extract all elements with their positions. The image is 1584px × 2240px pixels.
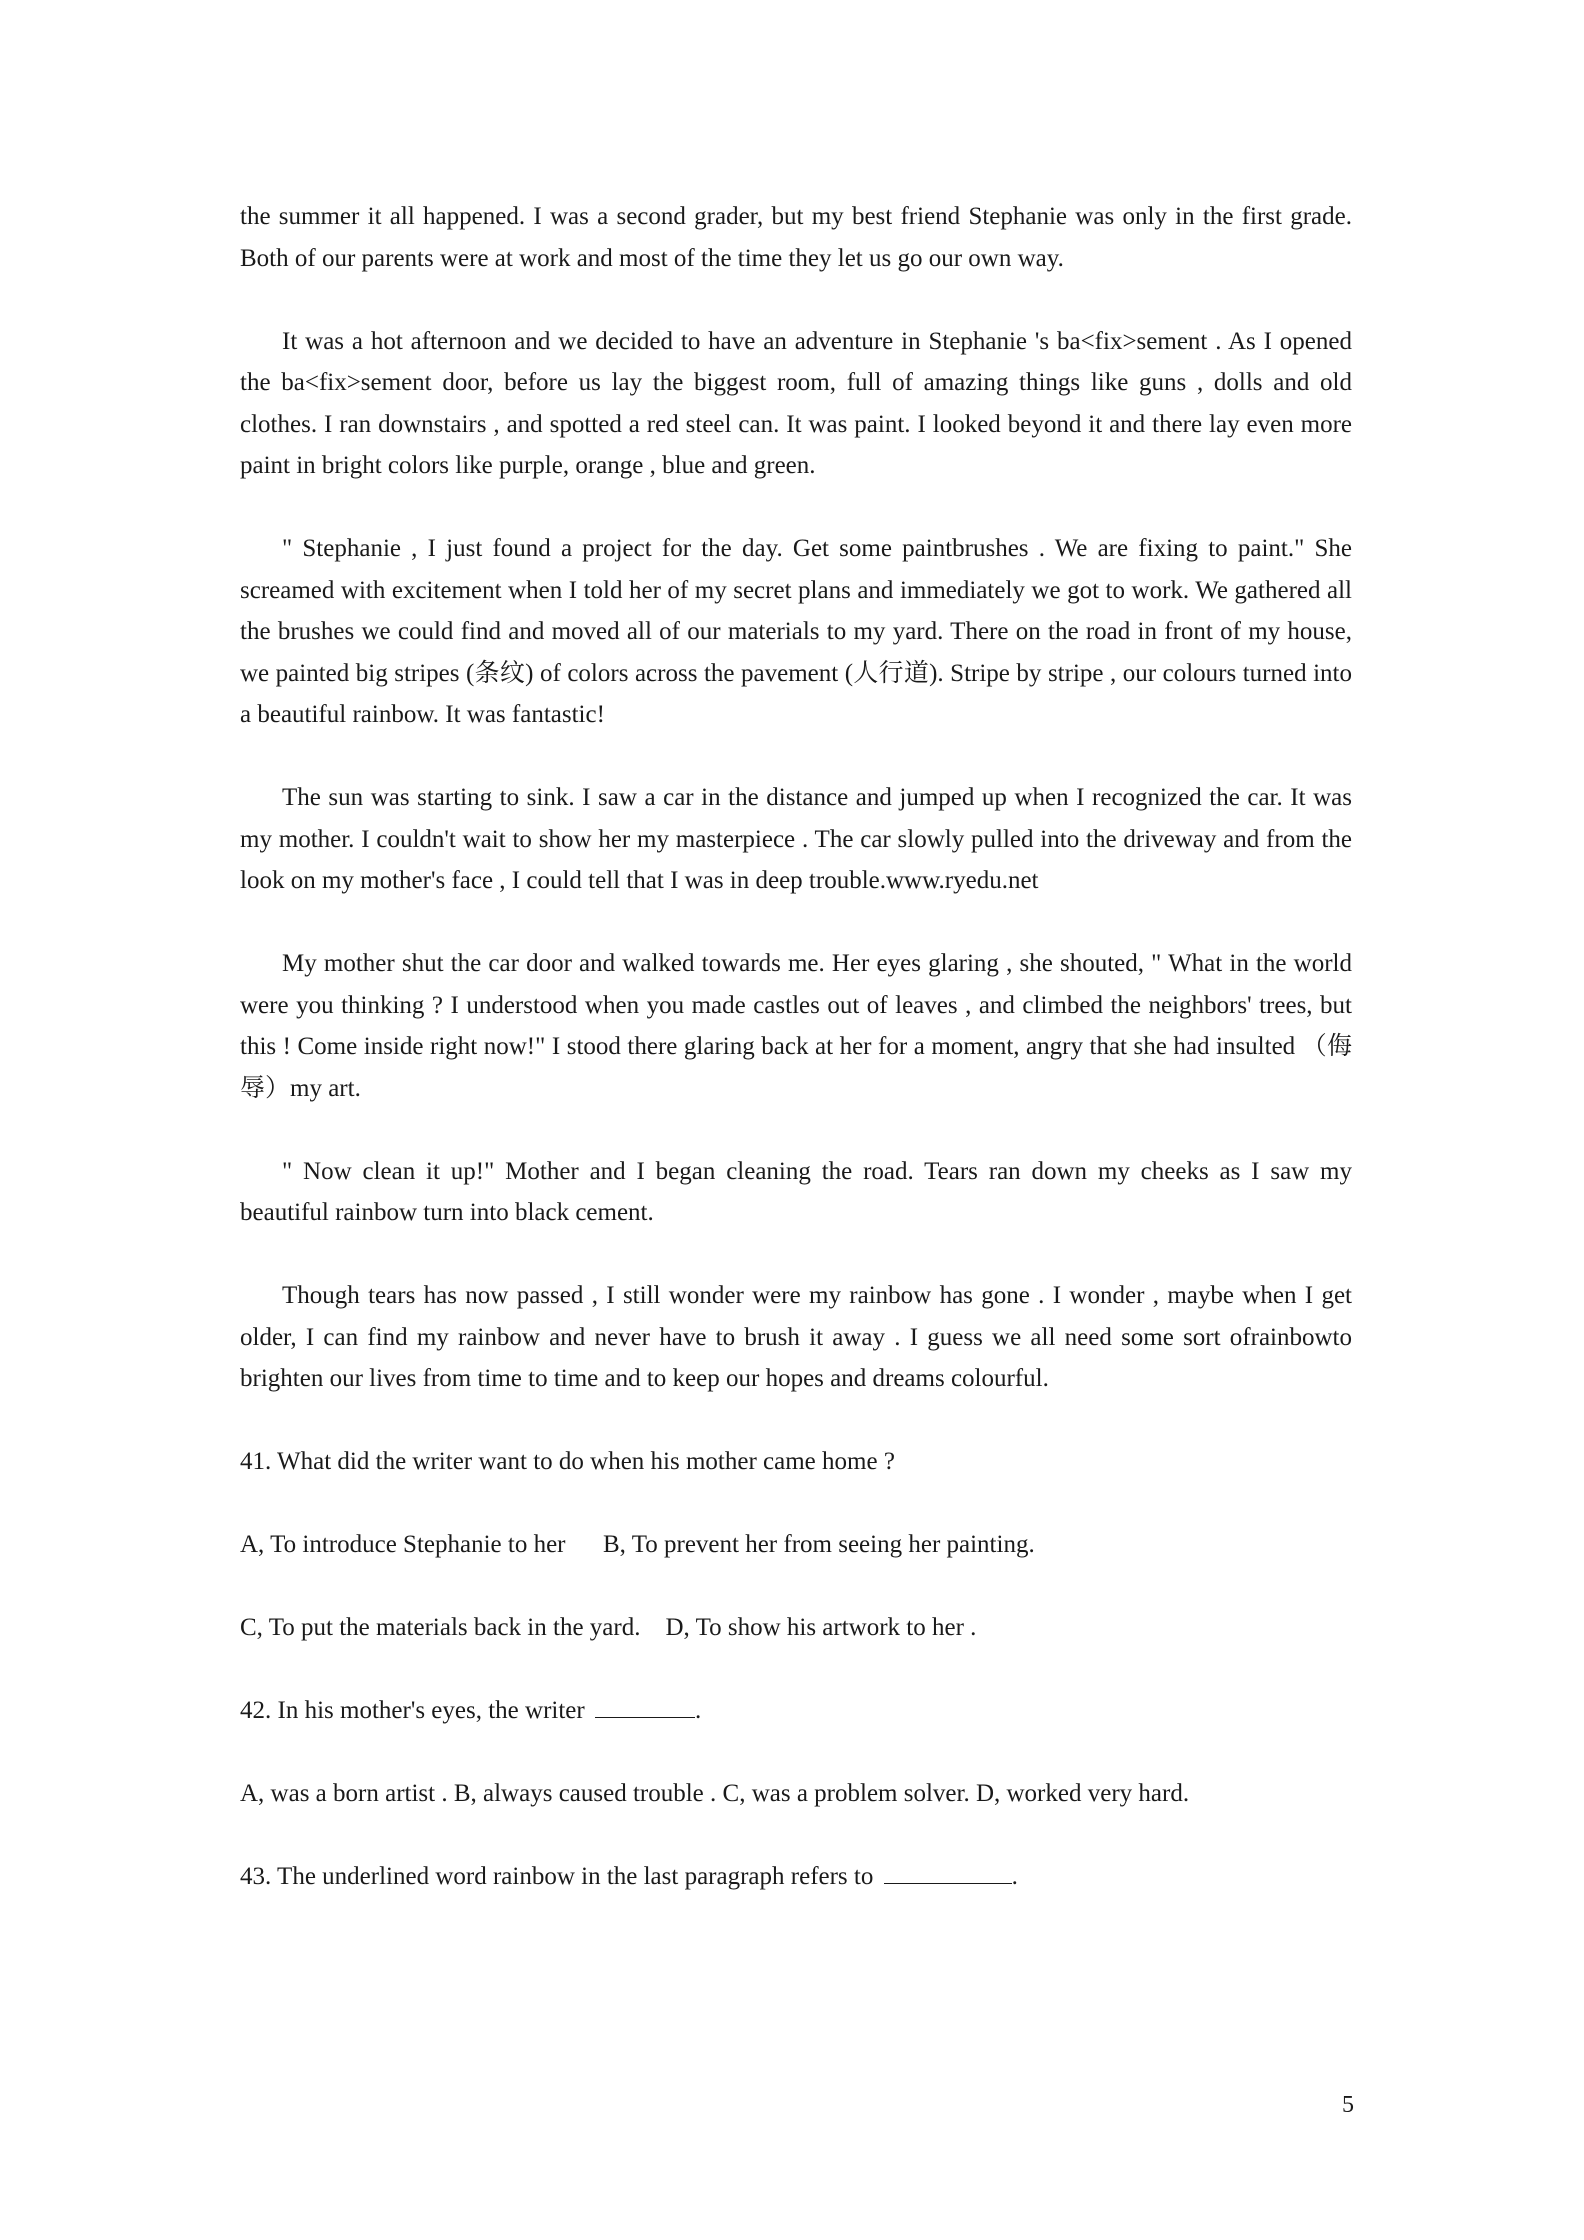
answer-blank <box>884 1857 1012 1884</box>
question-41-stem: 41. What did the writer want to do when his mother came home ? <box>240 1448 895 1475</box>
question-42-line: 42. In his mother's eyes, the writer . <box>240 1690 1352 1732</box>
paragraph-3: " Stephanie , I just found a project for the day. Get some paintbrushes . We are fixing to paint." She screamed with excitement when I told her of my secret plans and immediately we got to work. We gathered all the brushes we could find and moved all of our materials to my yard. There on the road in front of my house, we painted big stripes (条纹) of colors across the pavement (人行道). Stripe by stripe , our colours turned into a beautiful rainbow. It was fantastic! <box>240 535 1352 728</box>
question-41-option-d: D, To show his artwork to her . <box>665 1614 977 1641</box>
paragraph-4: The sun was starting to sink. I saw a car in the distance and jumped up when I recognized the car. It was my mother. I couldn't wait to show her my masterpiece . The car slowly pulled into the driveway and from the look on my mother's face , I could tell that I was in deep trouble.www.ryedu.net <box>240 784 1352 894</box>
question-42-options: A, was a born artist . B, always caused trouble . C, was a problem solver. D, worked very hard. <box>240 1780 1190 1807</box>
paragraph-2: It was a hot afternoon and we decided to have an adventure in Stephanie 's ba<fix>sement . As I opened the ba<fix>sement door, before us lay the biggest room, full of amazing things like guns , dolls and old clothes. I ran downstairs , and spotted a red steel can. It was paint. I looked beyond it and there lay even more paint in bright colors like purple, orange , blue and green. <box>240 327 1352 479</box>
question-41-options-ab <box>240 1524 1352 1566</box>
question-43-stem: 43. The underlined word rainbow in the last paragraph refers to <box>240 1863 874 1890</box>
paragraph-7: Though tears has now passed , I still wonder were my rainbow has gone . I wonder , maybe when I get older, I can find my rainbow and never have to brush it away . I guess we all need some sort ofrainbowto brighten our lives from time to time and to keep our hopes and dreams colourful. <box>240 1282 1352 1392</box>
document-body <box>240 196 1352 1898</box>
question-41-options-cd <box>240 1607 1352 1649</box>
question-41-option-c: C, To put the materials back in the yard. <box>240 1614 641 1641</box>
question-42-stem: 42. In his mother's eyes, the writer <box>240 1697 585 1724</box>
page-number: 5 <box>1342 2092 1354 2118</box>
question-43-line: 43. The underlined word rainbow in the last paragraph refers to . <box>240 1856 1352 1898</box>
question-41-option-b: B, To prevent her from seeing her painting. <box>603 1531 1035 1558</box>
answer-blank <box>595 1691 695 1718</box>
paragraph-6: " Now clean it up!" Mother and I began cleaning the road. Tears ran down my cheeks as I saw my beautiful rainbow turn into black cement. <box>240 1157 1352 1226</box>
question-41-option-a: A, To introduce Stephanie to her <box>240 1531 566 1558</box>
paragraph-1: the summer it all happened. I was a second grader, but my best friend Stephanie was only in the first grade. Both of our parents were at work and most of the time they let us go our own way. <box>240 203 1352 272</box>
paragraph-5: My mother shut the car door and walked towards me. Her eyes glaring , she shouted, " What in the world were you thinking ? I understood when you made castles out of leaves , and climbed the neighbors' trees, but this ! Come inside right now!" I stood there glaring back at her for a moment, angry that she had insulted （侮辱）my art. <box>240 950 1352 1102</box>
